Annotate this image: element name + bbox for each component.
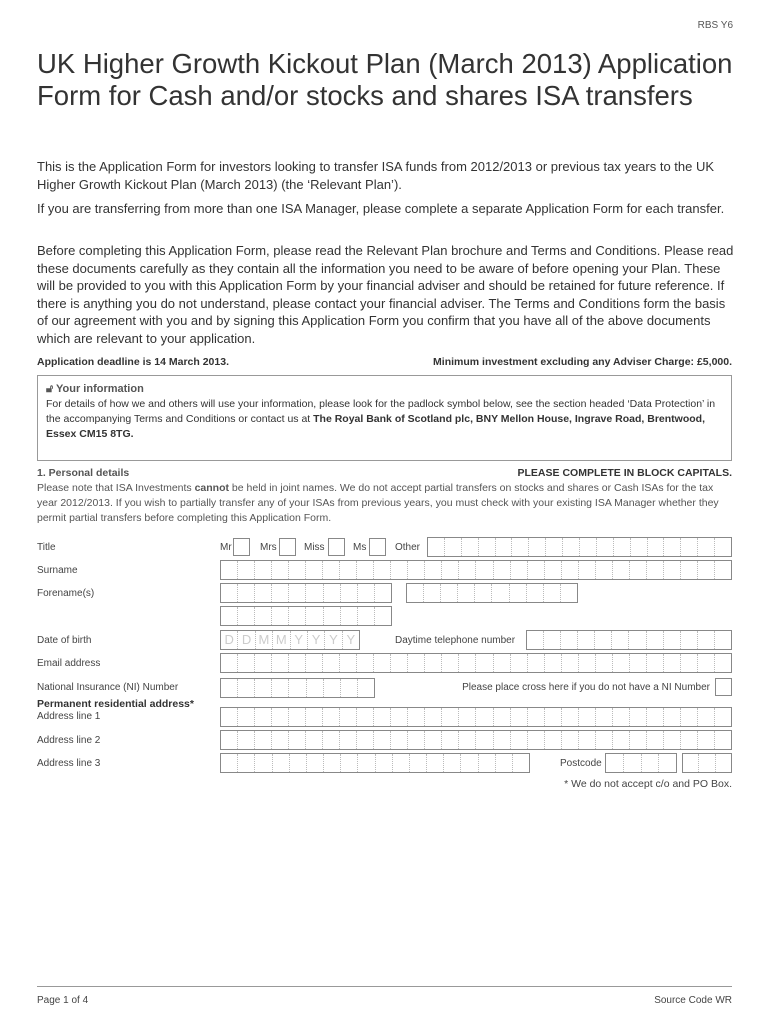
character-cell[interactable] [272,561,289,579]
character-cell[interactable] [324,607,341,625]
character-cell[interactable] [341,754,358,772]
character-cell[interactable] [272,731,289,749]
character-cell[interactable] [391,731,408,749]
character-cell[interactable] [238,607,255,625]
forename-3-input[interactable] [220,606,392,626]
miss-checkbox[interactable] [328,538,345,556]
character-cell[interactable] [289,708,306,726]
character-cell[interactable] [476,731,493,749]
dob-label: Date of birth [37,635,92,646]
character-cell[interactable] [511,731,528,749]
character-cell[interactable] [511,561,528,579]
character-cell[interactable] [596,708,613,726]
character-cell[interactable] [562,731,579,749]
character-cell[interactable] [545,731,562,749]
character-cell[interactable] [698,654,715,672]
character-cell[interactable] [630,561,647,579]
dob-cell[interactable]: Y [308,631,325,649]
character-cell[interactable] [425,561,442,579]
intro-paragraph: Before completing this Application Form, please read the Relevant Plan brochure and Terms and Conditions. Please read these documents carefully as they contain all the information you need to be aware of before opening your Plan. These will be provided to you with this Application Form by your financial adviser and should be retained for future reference. If there is anything you do not understand, please contact your financial adviser. The Terms and Conditions form the basis of our agreement with you and by signing this Application Form you confirm that you have all of the above documents which are relevant to your application. [37,243,734,346]
character-cell[interactable] [290,754,307,772]
mrs-label: Mrs [260,542,277,553]
character-cell[interactable] [511,654,528,672]
character-cell[interactable] [606,754,624,772]
dob-cell[interactable]: M [273,631,290,649]
character-cell[interactable] [492,584,509,602]
character-cell[interactable] [340,561,357,579]
character-cell[interactable] [630,731,647,749]
character-cell[interactable] [681,538,698,556]
character-cell[interactable] [496,754,513,772]
character-cell[interactable] [544,584,561,602]
character-cell[interactable] [358,679,374,697]
address-line-2-label: Address line 2 [37,735,101,746]
character-cell[interactable] [578,631,595,649]
character-cell[interactable] [376,754,393,772]
forenames-label: Forename(s) [37,588,95,599]
character-cell[interactable] [715,631,731,649]
footer-divider [37,986,732,987]
character-cell[interactable] [479,754,496,772]
character-cell[interactable] [698,731,715,749]
character-cell[interactable] [527,584,544,602]
character-cell[interactable] [648,538,665,556]
character-cell[interactable] [221,654,238,672]
dob-cell[interactable]: Y [346,632,356,647]
character-cell[interactable] [221,679,238,697]
character-cell[interactable] [681,561,698,579]
character-cell[interactable] [494,708,511,726]
character-cell[interactable] [340,654,357,672]
character-cell[interactable] [475,584,492,602]
character-cell[interactable] [324,679,341,697]
character-cell[interactable] [375,584,391,602]
character-cell[interactable] [546,538,563,556]
other-title-input[interactable] [427,537,732,557]
character-cell[interactable] [630,708,647,726]
your-information-box [37,375,732,461]
character-cell[interactable] [441,584,458,602]
block-capitals-note: PLEASE COMPLETE IN BLOCK CAPITALS. [517,467,732,479]
intro-paragraph: This is the Application Form for investors looking to transfer ISA funds from 2012/2013 or previous tax years to the UK Higher Growth Kickout Plan (March 2013) (the ‘Relevant Plan’). [37,159,715,192]
character-cell[interactable] [562,708,579,726]
character-cell[interactable] [459,708,476,726]
character-cell[interactable] [357,731,374,749]
character-cell[interactable] [425,731,442,749]
character-cell[interactable] [544,631,561,649]
character-cell[interactable] [613,654,630,672]
character-cell[interactable] [307,679,324,697]
character-cell[interactable] [272,708,289,726]
character-cell[interactable] [613,731,630,749]
character-cell[interactable] [579,561,596,579]
section-heading: 1. Personal details [37,467,130,479]
character-cell[interactable] [545,654,562,672]
character-cell[interactable] [596,731,613,749]
character-cell[interactable] [494,561,511,579]
character-cell[interactable] [221,584,238,602]
deadline-text: Application deadline is 14 March 2013. [37,356,229,368]
character-cell[interactable] [221,731,238,749]
mr-label: Mr [220,542,232,553]
character-cell[interactable] [391,561,408,579]
surname-label: Surname [37,565,78,576]
character-cell[interactable] [255,584,272,602]
character-cell[interactable] [647,708,664,726]
character-cell[interactable] [289,731,306,749]
address-line-1-label: Address line 1 [37,711,101,722]
address-line-2-input[interactable] [220,730,732,750]
character-cell[interactable] [391,654,408,672]
character-cell[interactable] [512,538,529,556]
character-cell[interactable] [238,708,255,726]
character-cell[interactable] [476,561,493,579]
character-cell[interactable] [647,561,664,579]
dob-cell[interactable]: M [256,631,273,649]
character-cell[interactable] [698,631,715,649]
other-label: Other [395,542,421,553]
character-cell[interactable] [408,708,425,726]
info-heading: Your information [56,383,144,395]
phone-label: Daytime telephone number [395,635,516,646]
phone-input[interactable] [526,630,732,650]
address-footnote: * We do not accept c/o and PO Box. [564,778,732,790]
no-ni-checkbox[interactable] [715,678,732,696]
address-line-3-input[interactable] [220,753,530,773]
character-cell[interactable] [561,584,577,602]
character-cell[interactable] [561,631,578,649]
character-cell[interactable] [647,631,664,649]
character-cell[interactable] [393,754,410,772]
form-reference: RBS Y6 [697,20,733,31]
address-heading: Permanent residential address* [37,698,194,710]
character-cell[interactable] [374,561,391,579]
dob-cell[interactable]: D [238,631,255,649]
mrs-checkbox[interactable] [279,538,296,556]
character-cell[interactable] [272,584,289,602]
character-cell[interactable] [462,538,479,556]
character-cell[interactable] [238,731,255,749]
character-cell[interactable] [289,679,306,697]
character-cell[interactable] [683,754,699,772]
character-cell[interactable] [715,538,731,556]
character-cell[interactable] [579,731,596,749]
character-cell[interactable] [444,754,461,772]
character-cell[interactable] [529,538,546,556]
character-cell[interactable] [479,538,496,556]
info-text: For details of how we and others will use your information, please look for the padlock symbol below, see the section headed ‘Data Protection’ in the accompanying Terms and Conditions or contact us at [46,398,716,425]
character-cell[interactable] [255,654,272,672]
character-cell[interactable] [664,561,681,579]
dob-cell[interactable]: Y [291,631,308,649]
mr-checkbox[interactable] [233,538,250,556]
character-cell[interactable] [528,561,545,579]
character-cell[interactable] [699,754,715,772]
character-cell[interactable] [306,561,323,579]
character-cell[interactable] [408,731,425,749]
character-cell[interactable] [596,654,613,672]
character-cell[interactable] [596,561,613,579]
character-cell[interactable] [238,654,255,672]
character-cell[interactable] [375,607,391,625]
character-cell[interactable] [306,584,323,602]
character-cell[interactable] [528,654,545,672]
character-cell[interactable] [562,561,579,579]
character-cell[interactable] [358,607,375,625]
character-cell[interactable] [425,654,442,672]
character-cell[interactable] [442,654,459,672]
character-cell[interactable] [630,654,647,672]
info-address: The Royal Bank of Scotland plc, BNY Mellon House, Ingrave Road, Brentwood, Essex CM15 8TG. [46,413,705,440]
character-cell[interactable] [289,607,306,625]
character-cell[interactable] [476,708,493,726]
character-cell[interactable] [545,708,562,726]
dob-cell[interactable]: D [221,631,238,649]
no-ni-label: Please place cross here if you do not have a NI Number [462,682,710,693]
character-cell[interactable] [221,708,238,726]
section-note: Please note that ISA Investments cannot be held in joint names. We do not accept partial transfers on stocks and shares or Cash ISAs for the tax year 2012/2013. If you wish to partially transfer any of your ISAs from previous years, you must check with your existing ISA Manager whether they permit partial transfers before completing this Application Form. [37,482,719,524]
postcode-inward-input[interactable] [682,753,732,773]
character-cell[interactable] [323,561,340,579]
character-cell[interactable] [715,708,731,726]
character-cell[interactable] [374,708,391,726]
character-cell[interactable] [476,654,493,672]
character-cell[interactable] [255,561,272,579]
character-cell[interactable] [629,631,646,649]
character-cell[interactable] [323,731,340,749]
character-cell[interactable] [647,654,664,672]
character-cell[interactable] [357,561,374,579]
character-cell[interactable] [442,731,459,749]
character-cell[interactable] [613,561,630,579]
miss-label: Miss [304,542,325,553]
character-cell[interactable] [408,654,425,672]
character-cell[interactable] [494,731,511,749]
address-line-3-label: Address line 3 [37,758,101,769]
character-cell[interactable] [496,538,513,556]
character-cell[interactable] [647,731,664,749]
character-cell[interactable] [410,754,427,772]
character-cell[interactable] [374,654,391,672]
character-cell[interactable] [580,538,597,556]
character-cell[interactable] [289,561,306,579]
ms-label: Ms [353,542,367,553]
character-cell[interactable] [340,708,357,726]
character-cell[interactable] [698,561,715,579]
character-cell[interactable] [664,631,681,649]
character-cell[interactable] [461,754,478,772]
character-cell[interactable] [642,754,660,772]
character-cell[interactable] [494,654,511,672]
character-cell[interactable] [624,754,642,772]
character-cell[interactable] [458,584,475,602]
character-cell[interactable] [357,654,374,672]
character-cell[interactable] [563,538,580,556]
character-cell[interactable] [459,731,476,749]
character-cell[interactable] [324,754,341,772]
character-cell[interactable] [681,708,698,726]
dob-input[interactable] [220,630,360,650]
character-cell[interactable] [255,754,272,772]
character-cell[interactable] [442,708,459,726]
character-cell[interactable] [341,679,358,697]
character-cell[interactable] [221,607,238,625]
email-label: Email address [37,658,101,669]
character-cell[interactable] [407,584,424,602]
character-cell[interactable] [221,561,238,579]
character-cell[interactable] [357,708,374,726]
character-cell[interactable] [255,708,272,726]
character-cell[interactable] [306,731,323,749]
character-cell[interactable] [698,708,715,726]
character-cell[interactable] [612,631,629,649]
character-cell[interactable] [255,731,272,749]
character-cell[interactable] [664,708,681,726]
character-cell[interactable] [374,731,391,749]
character-cell[interactable] [323,654,340,672]
page-title: UK Higher Growth Kickout Plan (March 2013) Application Form for Cash and/or stocks and shares ISA transfers [37,48,733,111]
character-cell[interactable] [527,631,544,649]
postcode-label: Postcode [560,758,602,769]
character-cell[interactable] [614,538,631,556]
character-cell[interactable] [255,679,272,697]
character-cell[interactable] [358,754,375,772]
character-cell[interactable] [510,584,527,602]
character-cell[interactable] [445,538,462,556]
character-cell[interactable] [664,538,681,556]
character-cell[interactable] [273,754,290,772]
character-cell[interactable] [681,631,698,649]
character-cell[interactable] [306,654,323,672]
character-cell[interactable] [340,731,357,749]
intro-paragraph: If you are transferring from more than one ISA Manager, please complete a separate Application Form for each transfer. [37,201,725,216]
character-cell[interactable] [272,679,289,697]
character-cell[interactable] [442,561,459,579]
source-code: Source Code WR [654,995,732,1006]
dob-cell[interactable]: Y [325,631,342,649]
forename-1-input[interactable] [220,583,392,603]
character-cell[interactable] [716,754,731,772]
character-cell[interactable] [428,538,445,556]
character-cell[interactable] [715,654,731,672]
character-cell[interactable] [597,538,614,556]
character-cell[interactable] [238,584,255,602]
padlock-icon: 🔓︎ [46,383,54,395]
character-cell[interactable] [681,731,698,749]
character-cell[interactable] [324,584,341,602]
character-cell[interactable] [358,584,375,602]
ni-input[interactable] [220,678,375,698]
title-label: Title [37,542,56,553]
character-cell[interactable] [681,654,698,672]
character-cell[interactable] [272,607,289,625]
character-cell[interactable] [545,561,562,579]
character-cell[interactable] [238,679,255,697]
character-cell[interactable] [511,708,528,726]
character-cell[interactable] [341,607,358,625]
character-cell[interactable] [425,708,442,726]
character-cell[interactable] [715,731,731,749]
character-cell[interactable] [408,561,425,579]
character-cell[interactable] [528,731,545,749]
character-cell[interactable] [238,754,255,772]
character-cell[interactable] [289,584,306,602]
character-cell[interactable] [664,654,681,672]
email-input[interactable] [220,653,732,673]
character-cell[interactable] [459,654,476,672]
character-cell[interactable] [659,754,676,772]
forename-2-input[interactable] [406,583,578,603]
character-cell[interactable] [631,538,648,556]
character-cell[interactable] [238,561,255,579]
character-cell[interactable] [221,754,238,772]
character-cell[interactable] [307,754,324,772]
character-cell[interactable] [272,654,289,672]
character-cell[interactable] [579,654,596,672]
character-cell[interactable] [664,731,681,749]
character-cell[interactable] [306,607,323,625]
ni-label: National Insurance (NI) Number [37,682,179,693]
character-cell[interactable] [427,754,444,772]
character-cell[interactable] [306,708,323,726]
minimum-investment-text: Minimum investment excluding any Adviser Charge: £5,000. [433,356,732,368]
character-cell[interactable] [341,584,358,602]
character-cell[interactable] [715,561,731,579]
character-cell[interactable] [289,654,306,672]
page-number: Page 1 of 4 [37,995,89,1006]
character-cell[interactable] [595,631,612,649]
character-cell[interactable] [459,561,476,579]
address-line-1-input[interactable] [220,707,732,727]
character-cell[interactable] [391,708,408,726]
character-cell[interactable] [424,584,441,602]
ms-checkbox[interactable] [369,538,386,556]
character-cell[interactable] [698,538,715,556]
character-cell[interactable] [528,708,545,726]
character-cell[interactable] [579,708,596,726]
character-cell[interactable] [323,708,340,726]
character-cell[interactable] [613,708,630,726]
character-cell[interactable] [562,654,579,672]
surname-input[interactable] [220,560,732,580]
character-cell[interactable] [513,754,529,772]
postcode-outward-input[interactable] [605,753,677,773]
character-cell[interactable] [255,607,272,625]
